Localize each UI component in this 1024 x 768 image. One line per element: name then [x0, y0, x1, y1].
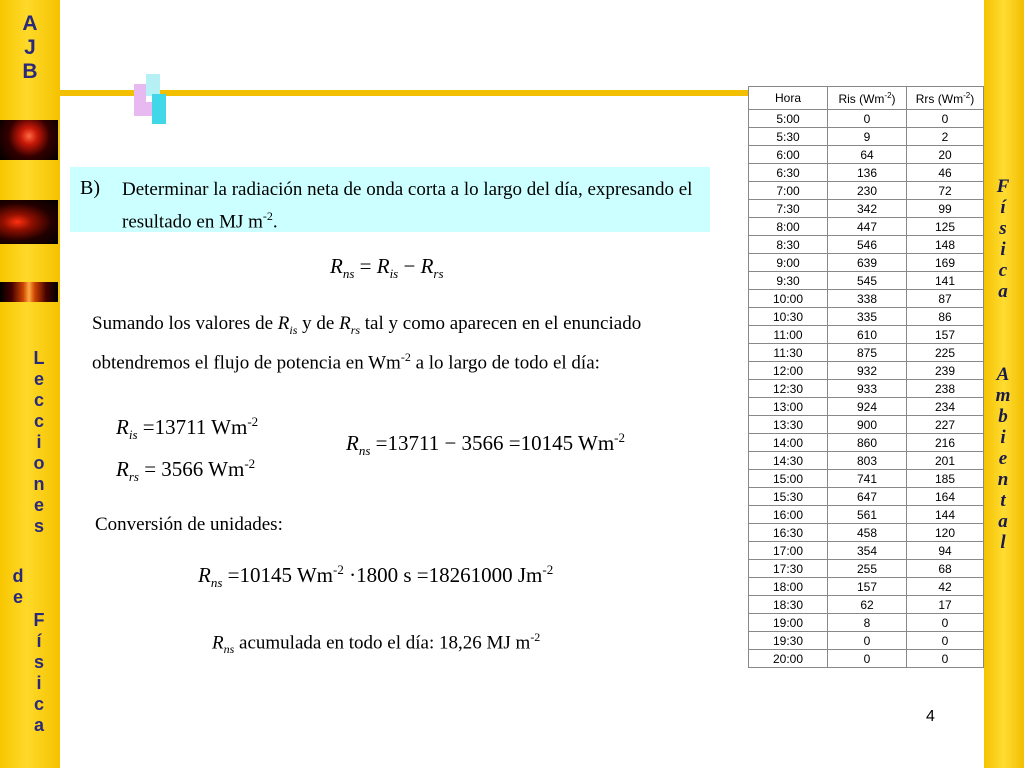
- table-row: [749, 164, 984, 182]
- table-row: [749, 596, 984, 614]
- vertical-letter: n: [33, 474, 45, 494]
- table-cell: 18:30: [749, 596, 828, 614]
- table-cell: 647: [828, 488, 907, 506]
- table-cell: 230: [828, 182, 907, 200]
- table-cell: 9: [828, 128, 907, 146]
- conversion-heading: Conversión de unidades:: [95, 514, 283, 535]
- table-cell: 15:30: [749, 488, 828, 506]
- table-row: [749, 200, 984, 218]
- table-cell: 932: [828, 362, 907, 380]
- table-cell: 234: [907, 398, 984, 416]
- vertical-letter: e: [998, 448, 1008, 469]
- table-row: [749, 272, 984, 290]
- vertical-letter: i: [1000, 239, 1006, 260]
- table-row: [749, 344, 984, 362]
- rrs-equation: $R_{rs} = 3566$ $Wm^{-2}$: [116, 456, 256, 485]
- vertical-letter: e: [33, 369, 44, 389]
- table-row: [749, 524, 984, 542]
- page-number: 4: [926, 708, 935, 725]
- table-cell: 2: [907, 128, 984, 146]
- vertical-letter: d: [12, 566, 24, 586]
- table-cell: 0: [907, 632, 984, 650]
- vertical-letter: J: [24, 36, 36, 59]
- vertical-letter: i: [1000, 427, 1006, 448]
- lecciones-vertical-text: [26, 348, 52, 537]
- vertical-letter: c: [998, 260, 1008, 281]
- table-cell: 14:30: [749, 452, 828, 470]
- table-cell: 924: [828, 398, 907, 416]
- radiation-table: [748, 86, 984, 668]
- table-cell: 860: [828, 434, 907, 452]
- vertical-letter: s: [999, 218, 1007, 239]
- header-ris: Ris $(Wm^{-2})$: [828, 87, 907, 110]
- vertical-letter: B: [22, 60, 38, 83]
- table-cell: 157: [828, 578, 907, 596]
- table-cell: 741: [828, 470, 907, 488]
- vertical-letter: a: [33, 715, 44, 735]
- table-row: [749, 542, 984, 560]
- table-cell: 16:00: [749, 506, 828, 524]
- fisica-vertical-text-right: [988, 176, 1018, 302]
- table-cell: 803: [828, 452, 907, 470]
- table-cell: 447: [828, 218, 907, 236]
- conversion-equation: $R_{ns} =10145$ $Wm^{-2} \cdot 1800$ s =18261000 $Jm^{-2}$: [198, 562, 554, 591]
- vertical-letter: F: [996, 176, 1010, 197]
- vertical-letter: A: [996, 364, 1010, 385]
- table-cell: 120: [907, 524, 984, 542]
- vertical-letter: í: [1000, 197, 1006, 218]
- table-cell: 9:30: [749, 272, 828, 290]
- table-cell: 136: [828, 164, 907, 182]
- table-cell: 144: [907, 506, 984, 524]
- table-row: [749, 146, 984, 164]
- table-cell: 458: [828, 524, 907, 542]
- table-cell: 94: [907, 542, 984, 560]
- fire-photo: [0, 120, 58, 160]
- vertical-letter: a: [998, 281, 1008, 302]
- header-rrs: Rrs $(Wm^{-2})$: [907, 87, 984, 110]
- table-cell: 225: [907, 344, 984, 362]
- table-cell: 14:00: [749, 434, 828, 452]
- vertical-letter: í: [36, 631, 42, 651]
- table-cell: 0: [828, 110, 907, 128]
- problem-statement: Determinar la radiación neta de onda corta a lo largo del día, expresando el resultado en MJ $m^{-2}$.: [122, 179, 693, 233]
- table-header-row: [749, 87, 984, 110]
- problem-label: B): [80, 177, 100, 199]
- table-cell: 201: [907, 452, 984, 470]
- vertical-letter: A: [22, 12, 38, 35]
- table-row: [749, 218, 984, 236]
- table-cell: 11:00: [749, 326, 828, 344]
- table-cell: 8:30: [749, 236, 828, 254]
- vertical-letter: L: [33, 348, 45, 368]
- vertical-letter: m: [995, 385, 1011, 406]
- table-row: [749, 578, 984, 596]
- table-row: [749, 182, 984, 200]
- decorative-square: [152, 94, 166, 124]
- table-cell: 610: [828, 326, 907, 344]
- table-cell: 0: [907, 110, 984, 128]
- table-cell: 8:00: [749, 218, 828, 236]
- table-cell: 17:00: [749, 542, 828, 560]
- vertical-letter: c: [33, 411, 44, 431]
- header-hora: Hora: [749, 87, 828, 110]
- table-cell: 335: [828, 308, 907, 326]
- table-cell: 12:30: [749, 380, 828, 398]
- vertical-letter: t: [1000, 490, 1006, 511]
- vertical-letter: s: [33, 516, 44, 536]
- table-cell: 238: [907, 380, 984, 398]
- table-row: [749, 308, 984, 326]
- rns-result-equation: $R_{ns} =13711 - 3566 =10145$ $Wm^{-2}$: [346, 430, 626, 459]
- table-cell: 0: [828, 650, 907, 668]
- table-row: [749, 488, 984, 506]
- table-row: [749, 128, 984, 146]
- table-cell: 18:00: [749, 578, 828, 596]
- table-cell: 900: [828, 416, 907, 434]
- table-cell: 7:30: [749, 200, 828, 218]
- table-row: [749, 290, 984, 308]
- table-cell: 20: [907, 146, 984, 164]
- table-row: [749, 380, 984, 398]
- vertical-letter: c: [33, 390, 44, 410]
- table-row: [749, 470, 984, 488]
- table-cell: 546: [828, 236, 907, 254]
- table-cell: 342: [828, 200, 907, 218]
- glow-photo: [0, 200, 58, 244]
- table-cell: 933: [828, 380, 907, 398]
- vertical-letter: i: [36, 432, 42, 452]
- ambiental-vertical-text: [988, 364, 1018, 553]
- table-cell: 8: [828, 614, 907, 632]
- table-cell: 7:00: [749, 182, 828, 200]
- table-cell: 0: [907, 650, 984, 668]
- table-cell: 0: [907, 614, 984, 632]
- table-cell: 12:00: [749, 362, 828, 380]
- table-cell: 338: [828, 290, 907, 308]
- table-cell: 0: [828, 632, 907, 650]
- table-row: [749, 326, 984, 344]
- vertical-letter: e: [12, 587, 23, 607]
- table-cell: 19:30: [749, 632, 828, 650]
- table-cell: 255: [828, 560, 907, 578]
- table-cell: 13:00: [749, 398, 828, 416]
- table-cell: 157: [907, 326, 984, 344]
- table-cell: 148: [907, 236, 984, 254]
- table-cell: 6:00: [749, 146, 828, 164]
- ris-equation: $R_{is} =13711$ $Wm^{-2}$: [116, 414, 259, 443]
- table-cell: 15:00: [749, 470, 828, 488]
- table-cell: 62: [828, 596, 907, 614]
- table-cell: 17:30: [749, 560, 828, 578]
- table-cell: 42: [907, 578, 984, 596]
- table-row: [749, 632, 984, 650]
- de-vertical-text: [8, 566, 28, 608]
- table-cell: 99: [907, 200, 984, 218]
- table-cell: 10:30: [749, 308, 828, 326]
- ajb-logo-text: [0, 12, 60, 84]
- table-cell: 239: [907, 362, 984, 380]
- table-cell: 6:30: [749, 164, 828, 182]
- table-cell: 561: [828, 506, 907, 524]
- table-cell: 16:30: [749, 524, 828, 542]
- table-cell: 10:00: [749, 290, 828, 308]
- vertical-letter: i: [36, 673, 42, 693]
- table-cell: 64: [828, 146, 907, 164]
- vertical-letter: n: [997, 469, 1009, 490]
- table-cell: 185: [907, 470, 984, 488]
- table-cell: 5:30: [749, 128, 828, 146]
- table-row: [749, 614, 984, 632]
- table-row: [749, 416, 984, 434]
- table-row: [749, 560, 984, 578]
- table-cell: 125: [907, 218, 984, 236]
- accumulated-result: $R_{ns}$ acumulada en todo el día: 18,26 MJ $m^{-2}$: [212, 630, 541, 657]
- table-cell: 19:00: [749, 614, 828, 632]
- table-cell: 5:00: [749, 110, 828, 128]
- vertical-letter: e: [33, 495, 44, 515]
- vertical-letter: a: [998, 511, 1008, 532]
- table-cell: 9:00: [749, 254, 828, 272]
- table-row: [749, 434, 984, 452]
- vertical-letter: o: [33, 453, 45, 473]
- table-row: [749, 398, 984, 416]
- table-row: [749, 650, 984, 668]
- spectrum-photo: [0, 282, 58, 302]
- table-cell: 68: [907, 560, 984, 578]
- table-cell: 46: [907, 164, 984, 182]
- table-cell: 13:30: [749, 416, 828, 434]
- table-row: [749, 236, 984, 254]
- table-cell: 216: [907, 434, 984, 452]
- table-cell: 545: [828, 272, 907, 290]
- vertical-letter: b: [998, 406, 1008, 427]
- table-row: [749, 452, 984, 470]
- table-cell: 17: [907, 596, 984, 614]
- table-row: [749, 110, 984, 128]
- table-cell: 354: [828, 542, 907, 560]
- explanation-paragraph: Sumando los valores de $R_{is}$ y de $R_{rs}$ tal y como aparecen en el enunciado obtendremos el flujo de potencia en $Wm^{-2}$ a lo largo de todo el día:: [92, 313, 642, 374]
- table-cell: 86: [907, 308, 984, 326]
- table-row: [749, 506, 984, 524]
- vertical-letter: l: [1000, 532, 1006, 553]
- table-cell: 11:30: [749, 344, 828, 362]
- table-cell: 141: [907, 272, 984, 290]
- table-cell: 87: [907, 290, 984, 308]
- table-cell: 164: [907, 488, 984, 506]
- vertical-letter: s: [33, 652, 44, 672]
- table-row: [749, 254, 984, 272]
- fisica-vertical-text-left: [26, 610, 52, 736]
- table-cell: 227: [907, 416, 984, 434]
- vertical-letter: F: [33, 610, 45, 630]
- table-cell: 169: [907, 254, 984, 272]
- table-cell: 72: [907, 182, 984, 200]
- table-cell: 875: [828, 344, 907, 362]
- main-equation: $R_{ns} = R_{is} - R_{rs}$: [330, 254, 444, 282]
- table-cell: 20:00: [749, 650, 828, 668]
- vertical-letter: c: [33, 694, 44, 714]
- table-cell: 639: [828, 254, 907, 272]
- table-row: [749, 362, 984, 380]
- decorative-square: [146, 74, 160, 96]
